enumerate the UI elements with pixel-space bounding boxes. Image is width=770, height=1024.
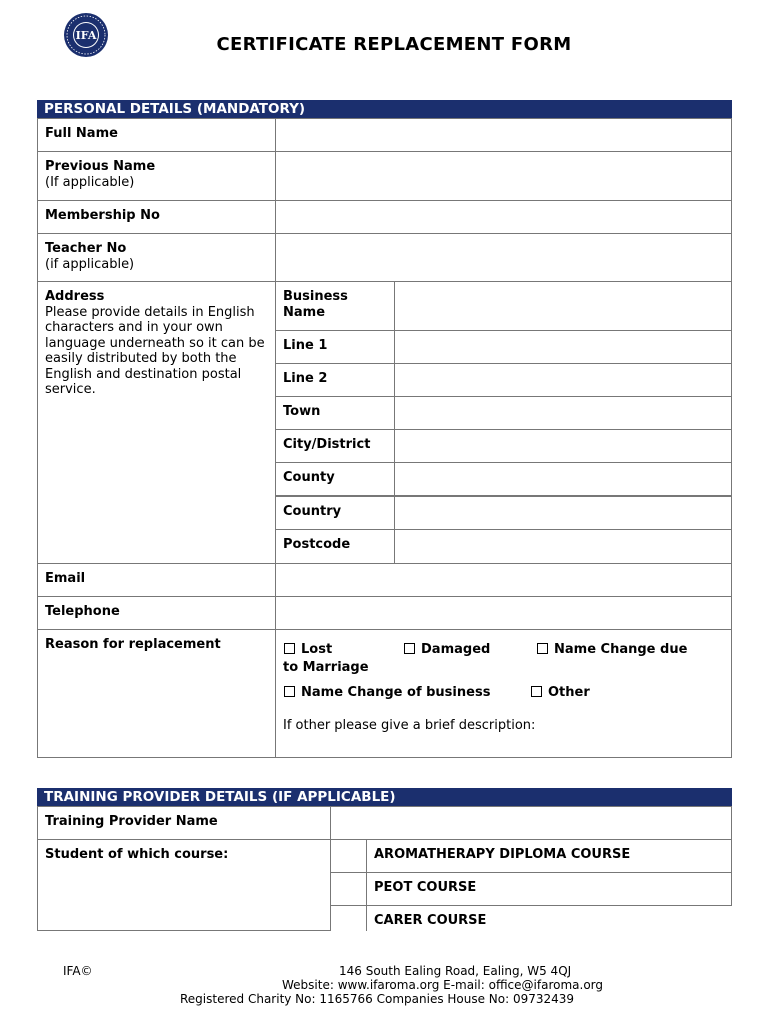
teacher-no-title: Teacher No [45,241,127,256]
reason-label: Reason for replacement [37,629,276,758]
peot-course-checkbox[interactable] [330,872,367,906]
previous-name-field[interactable] [275,151,732,201]
business-name-field[interactable] [394,281,732,331]
previous-name-title: Previous Name [45,159,156,174]
form-title: CERTIFICATE REPLACEMENT FORM [216,34,572,55]
carer-course-checkbox[interactable] [330,905,367,931]
aromatherapy-course-label: AROMATHERAPY DIPLOMA COURSE [366,839,732,873]
full-name-field[interactable] [275,118,732,152]
other-checkbox[interactable] [531,686,542,697]
name-change-business-checkbox[interactable] [284,686,295,697]
line1-field[interactable] [394,330,732,364]
other-description-prompt: If other please give a brief description: [283,718,536,733]
address-note: Please provide details in English characters and in your own language underneath so it can be easily distributed by both the English and destination postal service. [45,304,265,397]
previous-name-label [37,151,276,201]
training-provider-name-field[interactable] [330,806,732,840]
city-district-label: City/District [275,429,395,463]
city-district-field[interactable] [394,429,732,463]
county-label: County [275,462,395,496]
lost-checkbox[interactable] [284,643,295,654]
carer-course-label: CARER COURSE [366,905,732,931]
address-title: Address [45,289,105,304]
reason-lost[interactable]: Lost [284,642,332,657]
peot-course-label: PEOT COURSE [366,872,732,906]
reason-name-change-marriage-cont: to Marriage [283,660,369,675]
reason-other[interactable]: Other [531,685,590,700]
training-provider-name-label: Training Provider Name [37,806,331,840]
line1-label: Line 1 [275,330,395,364]
teacher-no-field[interactable] [275,233,732,282]
email-label: Email [37,563,276,597]
damaged-checkbox[interactable] [404,643,415,654]
line2-label: Line 2 [275,363,395,397]
aromatherapy-course-checkbox[interactable] [330,839,367,873]
name-change-marriage-checkbox[interactable] [537,643,548,654]
footer-registration: Registered Charity No: 1165766 Companies House No: 09732439 [180,992,575,1006]
telephone-label: Telephone [37,596,276,630]
teacher-no-label [37,233,276,282]
reason-name-change-marriage[interactable]: Name Change due [537,642,687,657]
country-field[interactable] [394,496,732,530]
logo-text: IFA [75,29,97,42]
reason-damaged[interactable]: Damaged [404,642,490,657]
telephone-field[interactable] [275,596,732,630]
country-label: Country [275,496,395,530]
line2-field[interactable] [394,363,732,397]
town-label: Town [275,396,395,430]
membership-no-label: Membership No [37,200,276,234]
footer-contact: Website: www.ifaroma.org E-mail: office@ifaroma.org [282,978,603,992]
county-field[interactable] [394,462,732,496]
student-course-label: Student of which course: [37,839,331,931]
teacher-no-note: (if applicable) [45,256,135,272]
footer-copyright: IFA© [63,964,93,978]
town-field[interactable] [394,396,732,430]
previous-name-note: (If applicable) [45,174,135,190]
training-provider-header: TRAINING PROVIDER DETAILS (IF APPLICABLE) [37,788,732,806]
personal-details-header: PERSONAL DETAILS (MANDATORY) [37,100,732,118]
reason-name-change-business[interactable]: Name Change of business [284,685,490,700]
postcode-field[interactable] [394,529,732,564]
postcode-label: Postcode [275,529,395,564]
business-name-label: Business Name [275,281,395,331]
full-name-label: Full Name [37,118,276,152]
membership-no-field[interactable] [275,200,732,234]
email-field[interactable] [275,563,732,597]
footer-address: 146 South Ealing Road, Ealing, W5 4QJ [339,964,572,978]
address-label [37,281,276,564]
